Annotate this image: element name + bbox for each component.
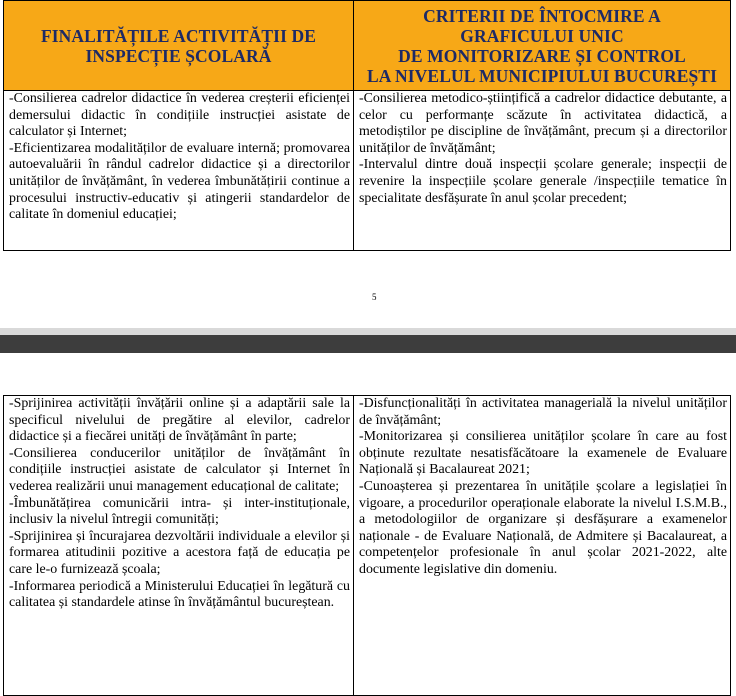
criteria-table-page-1 bbox=[3, 0, 731, 251]
criterii-cell bbox=[354, 91, 731, 251]
list-item: -Informarea periodică a Ministerului Educației în legătură cu calitatea și standardele atinse în învățământul bucureștean. bbox=[9, 578, 350, 611]
list-item: -Sprijinirea activității învățării online și a adaptării sale la specificul nivelului de pregătire al elevilor, cadrelor didactice și a fiecărei unități de învățământ în parte; bbox=[9, 396, 350, 445]
list-item: -Disfuncționalități în activitatea managerială la nivelul unităților de învățământ; bbox=[359, 396, 727, 428]
header-right-line-1: CRITERII DE ÎNTOCMIRE A bbox=[423, 5, 661, 26]
header-left-line-2: INSPECȚIE ȘCOLARĂ bbox=[85, 45, 272, 66]
header-right-line-2: GRAFICULUI UNIC bbox=[460, 25, 624, 46]
criterii-cell bbox=[354, 396, 731, 696]
table-row bbox=[4, 396, 731, 696]
header-finalitati bbox=[4, 1, 354, 91]
page-number: 5 bbox=[372, 292, 377, 302]
document-page-1 bbox=[0, 0, 736, 328]
finalitati-cell bbox=[4, 396, 354, 696]
list-item: -Intervalul dintre două inspecții școlare generale; inspecții de revenire la inspecțiile școlare generale /inspecțiile tematice în specialitate desfășurate în anul școlar precedent; bbox=[359, 157, 727, 206]
list-item: -Consilierea cadrelor didactice în vederea creșterii eficienței demersului didactic în condițiile instrucției asistate de calculator și Internet; bbox=[9, 91, 350, 140]
finalitati-cell bbox=[4, 91, 354, 251]
list-item: -Cunoașterea și prezentarea în unitățile școlare a legislației în vigoare, a procedurilor operaționale elaborate la nivelul I.S.M.B., a metodologiilor de organizare și desfășurare a examenelor naționale - de Evaluare Națională, de Admitere și Bacalaureat, a competențelor profesionale în anul școlar 2021-2022, alte documente legislative din domeniu. bbox=[359, 478, 727, 577]
list-item: -Sprijinirea și încurajarea dezvoltării individuale a elevilor și formarea atitudinii pozitive a acestora față de educația pe care le-o furnizează școala; bbox=[9, 528, 350, 577]
criteria-table-page-2 bbox=[3, 395, 731, 696]
table-row bbox=[4, 91, 731, 251]
list-item: -Îmbunătățirea comunicării intra- și inter-instituționale, inclusiv la nivelul întregii comunități; bbox=[9, 495, 350, 528]
header-criterii bbox=[354, 1, 731, 91]
list-item: -Consilierea conducerilor unităților de învățământ în condițiile instrucției asistate de calculator și Internet în vederea realizării unui management educațional de calitate; bbox=[9, 445, 350, 494]
list-item: -Monitorizarea și consilierea unităților școlare în care au fost obținute rezultate nesatisfăcătoare la examenele de Evaluare Națională și Bacalaureat 2021; bbox=[359, 429, 727, 478]
document-page-2 bbox=[0, 353, 736, 672]
header-right-line-4: LA NIVELUL MUNICIPIULUI BUCUREȘTI bbox=[367, 65, 717, 86]
page-separator bbox=[0, 328, 736, 353]
list-item: -Consilierea metodico-științifică a cadrelor didactice debutante, a celor cu performanțe scăzute în activitatea didactică, a metodiștilor pe discipline de învățământ, precum și a directorilor unităților de învățământ; bbox=[359, 91, 727, 156]
table-header-row bbox=[4, 1, 731, 91]
header-right-line-3: DE MONITORIZARE ȘI CONTROL bbox=[398, 45, 686, 66]
list-item: -Eficientizarea modalităților de evaluare internă; promovarea autoevaluării în rândul cadrelor didactice și a directorilor unităților de învățământ, în vederea îmbunătățirii continue a procesului instructiv-educativ și atingerii standardelor de calitate în domeniul educației; bbox=[9, 140, 350, 223]
header-left-line-1: FINALITĂȚILE ACTIVITĂȚII DE bbox=[40, 25, 316, 46]
